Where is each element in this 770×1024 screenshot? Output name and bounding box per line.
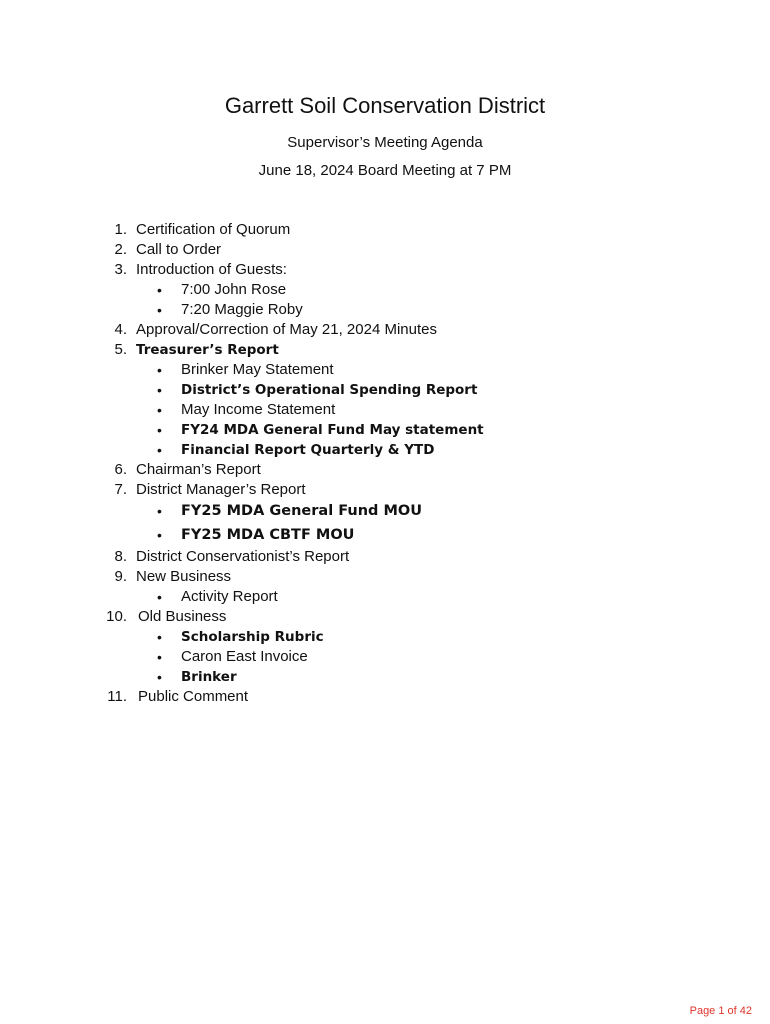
bullet-icon: • [157, 442, 162, 458]
agenda-subitem [0, 300, 770, 320]
agenda-item-text: Public Comment [138, 688, 249, 705]
agenda-item-number: 1. [114, 221, 127, 238]
agenda-item-number: 2. [114, 241, 127, 258]
agenda-item-text: Approval/Correction of May 21, 2024 Minutes [136, 321, 437, 338]
bullet-icon: • [157, 503, 162, 519]
agenda-subitem-text: District’s Operational Spending Report [181, 382, 478, 398]
page-title: Garrett Soil Conservation District [224, 93, 546, 118]
agenda-subitem-text: 7:20 Maggie Roby [181, 301, 303, 318]
agenda-item-text: Certification of Quorum [136, 221, 291, 238]
bullet-icon: • [157, 302, 162, 318]
bullet-icon: • [157, 282, 162, 298]
agenda-subitem [0, 280, 770, 300]
agenda-item [0, 687, 770, 707]
agenda-item-number: 11. [107, 688, 127, 705]
agenda-item-number: 8. [114, 548, 127, 565]
agenda-item-text: New Business [136, 568, 232, 585]
agenda-subitem [0, 380, 770, 400]
agenda-item-text: Treasurer’s Report [136, 342, 279, 358]
agenda-subitem [0, 524, 770, 548]
agenda-subitem [0, 360, 770, 380]
agenda-subitem-text: Activity Report [181, 588, 278, 605]
agenda-item [0, 460, 770, 480]
agenda-item [0, 480, 770, 500]
agenda-item [0, 260, 770, 280]
agenda-subitem [0, 627, 770, 647]
agenda-subitem-text: Caron East Invoice [181, 648, 308, 665]
agenda-item [0, 547, 770, 567]
bullet-icon: • [157, 649, 162, 665]
agenda-item-text: Old Business [138, 608, 227, 625]
agenda-item-number: 10. [106, 608, 127, 625]
agenda-subitem-text: FY24 MDA General Fund May statement [181, 422, 484, 438]
agenda-subitem-text: Brinker [181, 669, 237, 685]
agenda-item [0, 220, 770, 240]
agenda-item-number: 9. [114, 568, 127, 585]
bullet-icon: • [157, 526, 162, 543]
agenda-subitem [0, 667, 770, 687]
agenda-item-text: Call to Order [136, 241, 222, 258]
bullet-icon: • [157, 362, 162, 378]
meeting-date-line: June 18, 2024 Board Meeting at 7 PM [258, 162, 512, 179]
agenda-subitem [0, 440, 770, 460]
agenda-item-number: 7. [114, 481, 127, 498]
agenda-item-text: Introduction of Guests: [136, 261, 287, 278]
agenda-subitem-text: Scholarship Rubric [181, 629, 324, 645]
agenda-item [0, 340, 770, 360]
agenda-subitem [0, 647, 770, 667]
agenda-subitem-text: FY25 MDA General Fund MOU [181, 503, 422, 519]
agenda-item-number: 4. [114, 321, 127, 338]
page-number: Page 1 of 42 [689, 1005, 752, 1017]
agenda-item-text: Chairman’s Report [136, 461, 261, 478]
agenda-item-number: 5. [114, 341, 127, 358]
agenda-subitem [0, 587, 770, 607]
bullet-icon: • [157, 422, 162, 438]
agenda-item [0, 607, 770, 627]
agenda-item-number: 3. [114, 261, 127, 278]
agenda-subitem-text: Financial Report Quarterly & YTD [181, 442, 435, 458]
agenda-subitem-text: Brinker May Statement [181, 361, 334, 378]
agenda-item-text: District Conservationist’s Report [136, 548, 350, 565]
bullet-icon: • [157, 402, 162, 418]
agenda-item [0, 567, 770, 587]
agenda-item [0, 320, 770, 340]
agenda-item [0, 240, 770, 260]
bullet-icon: • [157, 629, 162, 645]
agenda-item-text: District Manager’s Report [136, 481, 306, 498]
agenda-subitem [0, 500, 770, 524]
bullet-icon: • [157, 382, 162, 398]
agenda-subitem [0, 420, 770, 440]
page-subtitle: Supervisor’s Meeting Agenda [287, 134, 483, 151]
agenda-list [0, 220, 770, 707]
agenda-item-number: 6. [114, 461, 127, 478]
bullet-icon: • [157, 589, 162, 605]
bullet-icon: • [157, 669, 162, 685]
agenda-subitem-text: FY25 MDA CBTF MOU [181, 526, 355, 543]
agenda-subitem [0, 400, 770, 420]
agenda-subitem-text: 7:00 John Rose [181, 281, 287, 298]
agenda-subitem-text: May Income Statement [181, 401, 336, 418]
